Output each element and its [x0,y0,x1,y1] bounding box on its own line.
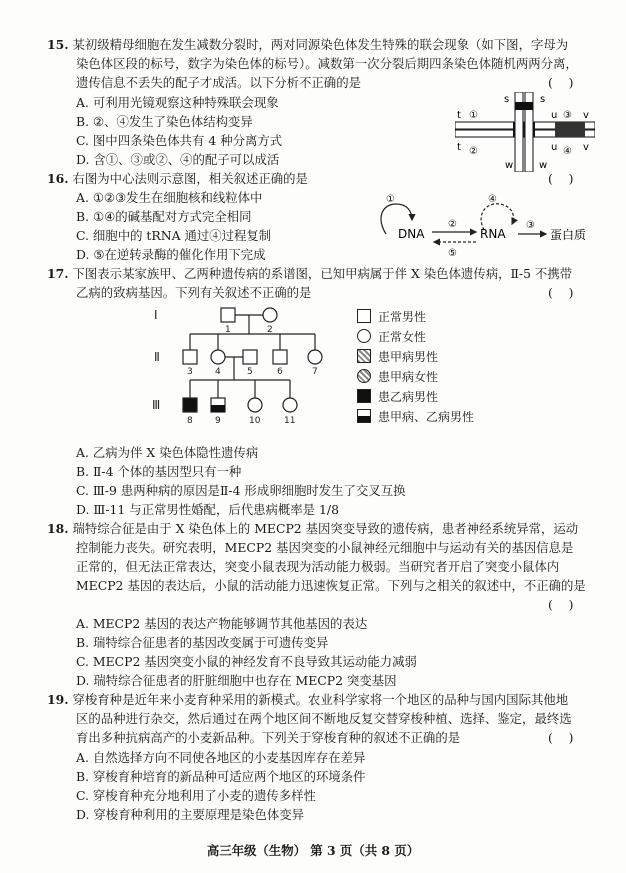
individual-number: 3 [187,367,193,377]
rna-label: RNA [480,227,506,241]
individual-III-10 [248,398,262,412]
generation-label: Ⅲ [152,398,161,412]
question-number: 18. [47,521,69,536]
individual-number: 9 [215,416,221,426]
label-3: ③ [563,110,572,121]
question-stem-line: 染色体区段的标号，数字为染色体的标号）。减数第一次分裂后期四条染色体随机两两分离， [76,56,578,71]
question-stem-line: 乙病的致病基因。下列有关叙述不正确的是 [76,285,312,300]
option-d: D. 含①、③或②、④的配子可以成活 [76,152,280,167]
legend-label: 患乙病男性 [378,390,439,404]
legend-symbol-normal-female [357,329,371,343]
individual-I-2 [263,308,277,322]
individual-II-4 [211,350,225,364]
label-u: u [551,110,558,121]
option-d: D. Ⅲ-11 与正常男性婚配，后代患病概率是 1/8 [76,502,339,517]
legend-symbol-normal-male [357,309,371,323]
individual-I-1 [221,308,235,322]
individual-III-11 [283,398,297,412]
label-5: ⑤ [448,248,457,259]
answer-parentheses: ( ) [548,730,574,745]
label-2: ② [448,219,457,230]
option-b: B. ①④的碱基配对方式完全相同 [76,209,252,224]
label-4: ④ [488,194,497,205]
answer-parentheses: ( ) [548,285,574,300]
option-a: A. 可利用光镜观察这种特殊联会现象 [76,95,279,110]
question-stem-line: 瑞特综合征是由于 X 染色体上的 MECP2 基因突变导致的遗传病，患者神经系统异常，运动 [72,521,579,536]
option-a: A. ①②③发生在细胞核和线粒体中 [76,190,263,205]
legend-symbol-disease-a-female [357,369,371,383]
central-dogma-figure [372,190,612,262]
individual-number: 4 [215,367,221,377]
option-d: D. 瑞特综合征患者的肝脏细胞中也存在 MECP2 突变基因 [76,673,397,688]
question-stem-line: 穿梭育种是近年来小麦育种采用的新模式。农业科学家将一个地区的品种与国内国际其他地 [72,692,569,707]
dna-label: DNA [398,227,425,241]
label-t: t [457,142,461,153]
generation-label: Ⅱ [154,350,160,364]
pedigree-chart [150,302,350,434]
generation-label: Ⅰ [154,308,158,322]
option-d: D. 穿梭育种利用的主要原理是染色体变异 [76,807,305,822]
question-stem-line: 右图为中心法则示意图，相关叙述正确的是 [72,171,308,186]
answer-parentheses: ( ) [548,75,574,90]
individual-II-5 [243,350,257,364]
label-v: v [583,110,589,121]
question-stem-line: 遗传信息不丢失的配子才成活。以下分析不正确的是 [76,75,361,90]
individual-II-3 [183,350,197,364]
legend-symbol-disease-b-male [357,389,371,403]
individual-number: 11 [284,416,296,426]
option-c: C. 细胞中的 tRNA 通过④过程复制 [76,228,272,243]
individual-number: 6 [277,367,283,377]
option-c: C. MECP2 基因突变小鼠的神经发育不良导致其运动能力减弱 [76,654,417,669]
label-1: ① [469,110,478,121]
question-number: 15. [47,37,69,52]
individual-number: 7 [312,367,318,377]
option-a: A. MECP2 基因的表达产物能够调节其他基因的表达 [76,616,368,631]
legend-label: 正常女性 [378,330,427,344]
option-a: A. 自然选择方向不同使各地区的小麦基因库存在差异 [76,750,366,765]
question-stem-line: 下图表示某家族甲、乙两种遗传病的系谱图，已知甲病属于伴 X 染色体遗传病，Ⅱ-5 不携带 [72,266,573,281]
label-w: w [505,160,514,171]
label-t: t [457,110,461,121]
answer-parentheses: ( ) [548,597,574,612]
question-stem-line: MECP2 基因的表达后，小鼠的活动能力迅速恢复正常。下列与之相关的叙述中，不正确的是 [76,578,586,593]
label-1: ① [386,194,395,205]
individual-III-8 [183,398,197,412]
label-2: ② [469,146,478,157]
legend-label: 患甲病、乙病男性 [378,410,475,424]
individual-number: 10 [249,416,261,426]
legend-label: 患甲病女性 [378,370,439,384]
individual-number: 8 [187,416,193,426]
synapsis-figure [455,92,595,172]
question-stem-line: 某初级精母细胞在发生减数分裂时，两对同源染色体发生特殊的联会现象（如下图，字母为 [72,37,569,52]
label-4: ④ [563,146,572,157]
option-b: B. ②、④发生了染色体结构变异 [76,114,253,129]
question-stem-line: 正常的，但无法正常表达，突变小鼠表现为活动能力极弱。当研究者开启了突变小鼠体内 [76,559,560,574]
question-number: 17. [47,266,69,281]
label-s: s [540,94,546,105]
option-c: C. 图中四条染色体共有 4 种分离方式 [76,133,283,148]
label-w: w [539,160,548,171]
legend-symbol-both-diseases-male [357,409,371,423]
answer-parentheses: ( ) [548,171,574,186]
question-stem-line: 区的品种进行杂交，然后通过在两个地区间不断地反复交替穿梭种植、选择、鉴定，最终选 [76,711,572,726]
question-number: 16. [47,171,69,186]
individual-number: 5 [247,367,253,377]
question-stem-line: 育出多种抗病高产的小麦新品种。下列关于穿梭育种的叙述不正确的是 [76,730,461,745]
individual-II-6 [273,350,287,364]
legend-label: 患甲病男性 [378,350,439,364]
option-b: B. 穿梭育种培育的新品种可适应两个地区的环境条件 [76,769,366,784]
legend-label: 正常男性 [378,310,427,324]
option-b: B. 瑞特综合征患者的基因改变属于可遗传变异 [76,635,329,650]
label-3: ③ [526,220,535,231]
option-a: A. 乙病为伴 X 染色体隐性遗传病 [76,445,259,460]
option-d: D. ⑤在逆转录酶的催化作用下完成 [76,247,266,262]
individual-number: 1 [225,325,231,335]
label-v: v [583,142,589,153]
question-number: 19. [47,692,69,707]
legend-symbol-disease-a-male [357,349,371,363]
option-c: C. 穿梭育种充分地利用了小麦的遗传多样性 [76,788,316,803]
label-u: u [551,142,558,153]
label-s: s [504,94,510,105]
question-stem-line: 控制能力丧失。研究表明，MECP2 基因突变的小鼠神经元细胞中与运动有关的基因信息是 [76,540,574,555]
option-b: B. Ⅱ-4 个体的基因型只有一种 [76,464,242,479]
individual-number: 2 [267,325,273,335]
page-footer: 高三年级（生物） 第 3 页（共 8 页） [206,843,420,858]
protein-label: 蛋白质 [550,228,587,242]
individual-II-7 [308,350,322,364]
option-c: C. Ⅲ-9 患两种病的原因是Ⅱ-4 形成卵细胞时发生了交叉互换 [76,483,406,498]
